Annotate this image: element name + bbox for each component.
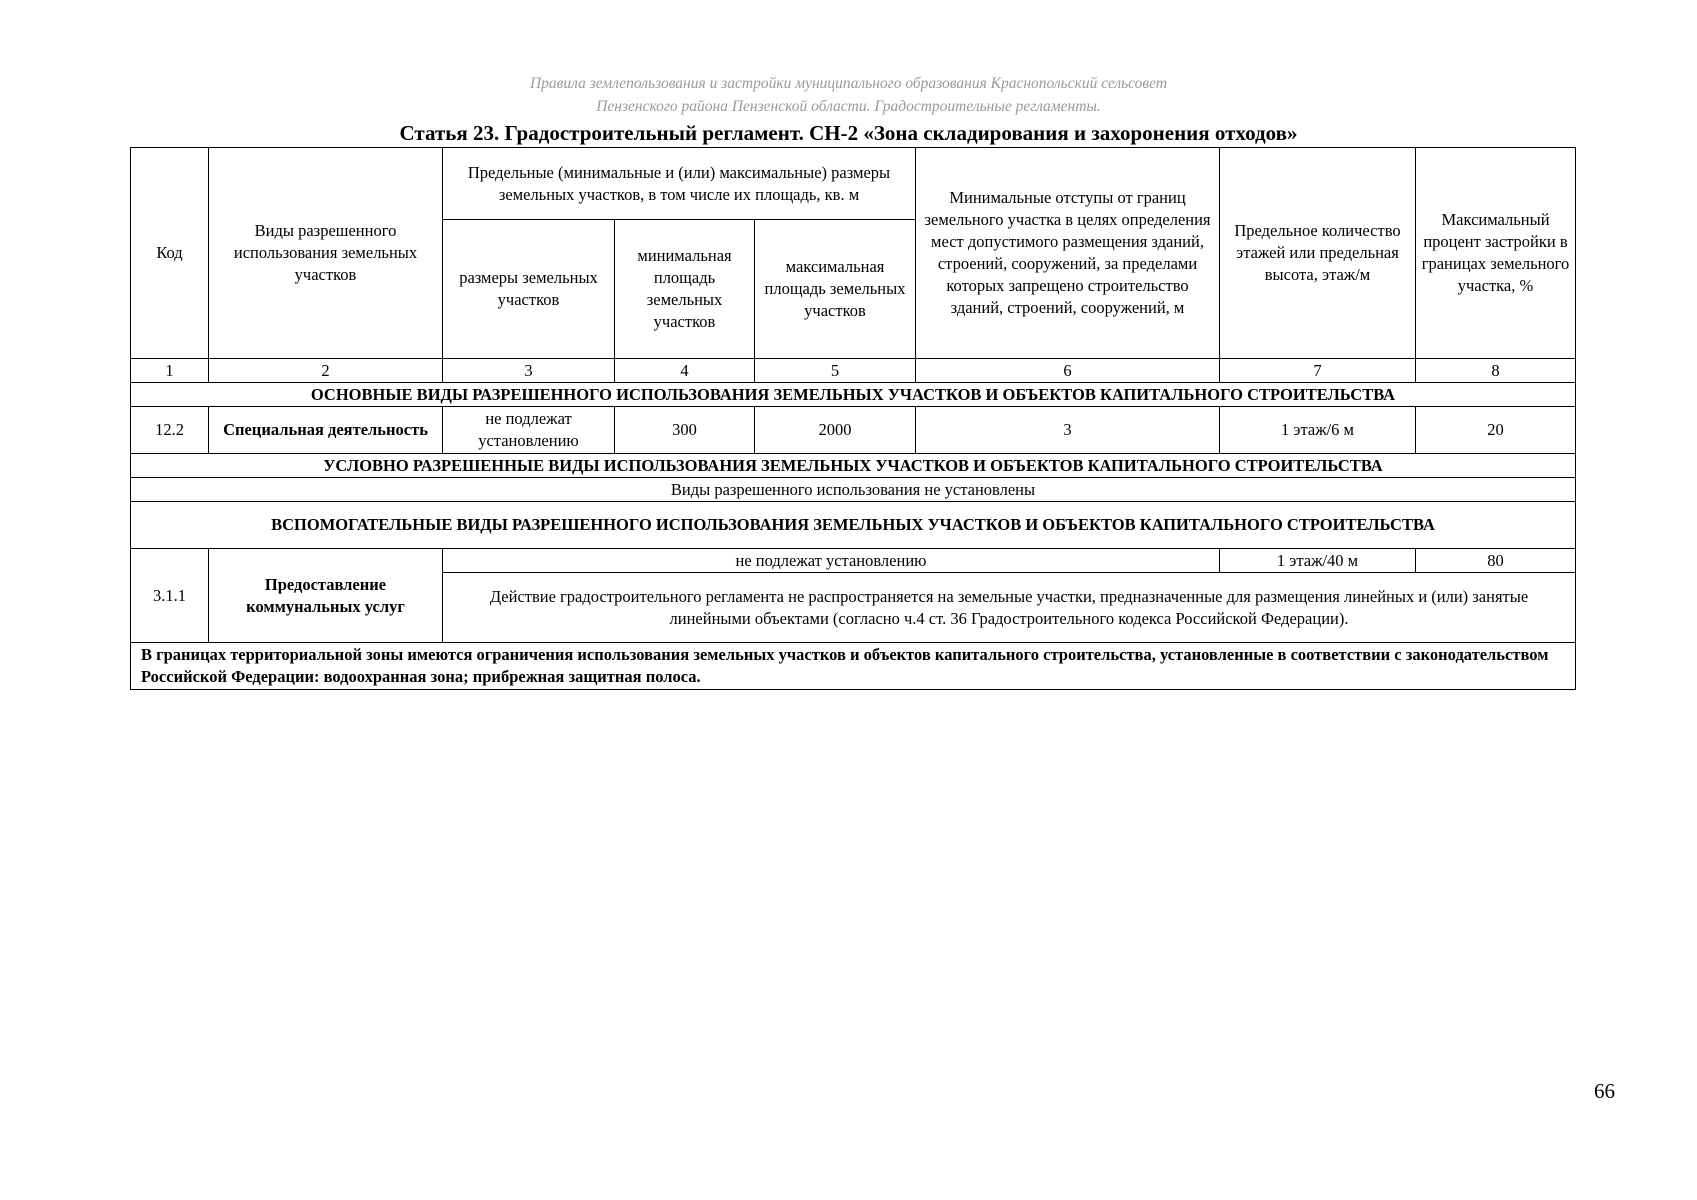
column-number: 4 bbox=[615, 359, 755, 383]
header-max-area: максимальная площадь земельных участков bbox=[755, 220, 916, 359]
section-conditional-uses: УСЛОВНО РАЗРЕШЕННЫЕ ВИДЫ ИСПОЛЬЗОВАНИЯ ЗЕМЕЛЬНЫХ УЧАСТКОВ И ОБЪЕКТОВ КАПИТАЛЬНОГО СТРОИТЕЛЬСТВА bbox=[131, 454, 1576, 478]
row-use-type: Предоставление коммунальных услуг bbox=[209, 549, 443, 643]
regulation-table bbox=[130, 147, 1576, 690]
column-number: 8 bbox=[1416, 359, 1576, 383]
running-header-line-2: Пензенского района Пензенской области. Градостроительные регламенты. bbox=[596, 98, 1101, 115]
column-number: 2 bbox=[209, 359, 443, 383]
conditional-uses-none: Виды разрешенного использования не установлены bbox=[131, 478, 1576, 502]
zone-restrictions-note: В границах территориальной зоны имеются ограничения использования земельных участков и объектов капитального строительства, установленные в соответствии с законодательством Российской Федерации: водоохранная зона; прибрежная защитная полоса. bbox=[131, 643, 1576, 690]
table-row bbox=[131, 407, 1576, 454]
column-number: 7 bbox=[1220, 359, 1416, 383]
row-coverage: 80 bbox=[1416, 549, 1576, 573]
page-number: 66 bbox=[1594, 1079, 1615, 1103]
header-setbacks: Минимальные отступы от границ земельного участка в целях определения мест допустимого размещения зданий, строений, сооружений, за пределами которых запрещено строительство зданий, строений, сооружений, м bbox=[916, 148, 1220, 359]
row-code: 12.2 bbox=[131, 407, 209, 454]
row-floors: 1 этаж/6 м bbox=[1220, 407, 1416, 454]
column-number: 5 bbox=[755, 359, 916, 383]
header-coverage: Максимальный процент застройки в границах земельного участка, % bbox=[1416, 148, 1576, 359]
row-not-set: не подлежат установлению bbox=[443, 549, 1220, 573]
row-min-area: 300 bbox=[615, 407, 755, 454]
row-use-type: Специальная деятельность bbox=[209, 407, 443, 454]
row-code: 3.1.1 bbox=[131, 549, 209, 643]
header-permitted-uses: Виды разрешенного использования земельных участков bbox=[209, 148, 443, 359]
article-title: Статья 23. Градостроительный регламент. СН-2 «Зона складирования и захоронения отходов» bbox=[399, 121, 1298, 145]
row-max-area: 2000 bbox=[755, 407, 916, 454]
header-code: Код bbox=[131, 148, 209, 359]
column-number-row bbox=[131, 359, 1576, 383]
row-setback: 3 bbox=[916, 407, 1220, 454]
column-number: 1 bbox=[131, 359, 209, 383]
row-plot-sizes: не подлежат установлению bbox=[443, 407, 615, 454]
section-main-uses: ОСНОВНЫЕ ВИДЫ РАЗРЕШЕННОГО ИСПОЛЬЗОВАНИЯ ЗЕМЕЛЬНЫХ УЧАСТКОВ И ОБЪЕКТОВ КАПИТАЛЬНОГО СТРОИТЕЛЬСТВА bbox=[131, 383, 1576, 407]
running-header bbox=[0, 72, 1697, 118]
header-size-limits: Предельные (минимальные и (или) максимальные) размеры земельных участков, в том числе их площадь, кв. м bbox=[443, 148, 916, 220]
column-number: 3 bbox=[443, 359, 615, 383]
row-floors: 1 этаж/40 м bbox=[1220, 549, 1416, 573]
header-floors: Предельное количество этажей или предельная высота, этаж/м bbox=[1220, 148, 1416, 359]
row-coverage: 20 bbox=[1416, 407, 1576, 454]
section-auxiliary-uses: ВСПОМОГАТЕЛЬНЫЕ ВИДЫ РАЗРЕШЕННОГО ИСПОЛЬЗОВАНИЯ ЗЕМЕЛЬНЫХ УЧАСТКОВ И ОБЪЕКТОВ КАПИТАЛЬНОГО СТРОИТЕЛЬСТВА bbox=[131, 502, 1576, 549]
header-plot-sizes: размеры земельных участков bbox=[443, 220, 615, 359]
running-header-line-1: Правила землепользования и застройки муниципального образования Краснопольский сельсовет bbox=[529, 75, 1168, 92]
table-row bbox=[131, 549, 1576, 573]
header-min-area: минимальная площадь земельных участков bbox=[615, 220, 755, 359]
column-number: 6 bbox=[916, 359, 1220, 383]
row-regulation-note: Действие градостроительного регламента не распространяется на земельные участки, предназначенные для размещения линейных и (или) занятые линейными объектами (согласно ч.4 ст. 36 Градостроительного кодекса Российской Федерации). bbox=[443, 573, 1576, 643]
